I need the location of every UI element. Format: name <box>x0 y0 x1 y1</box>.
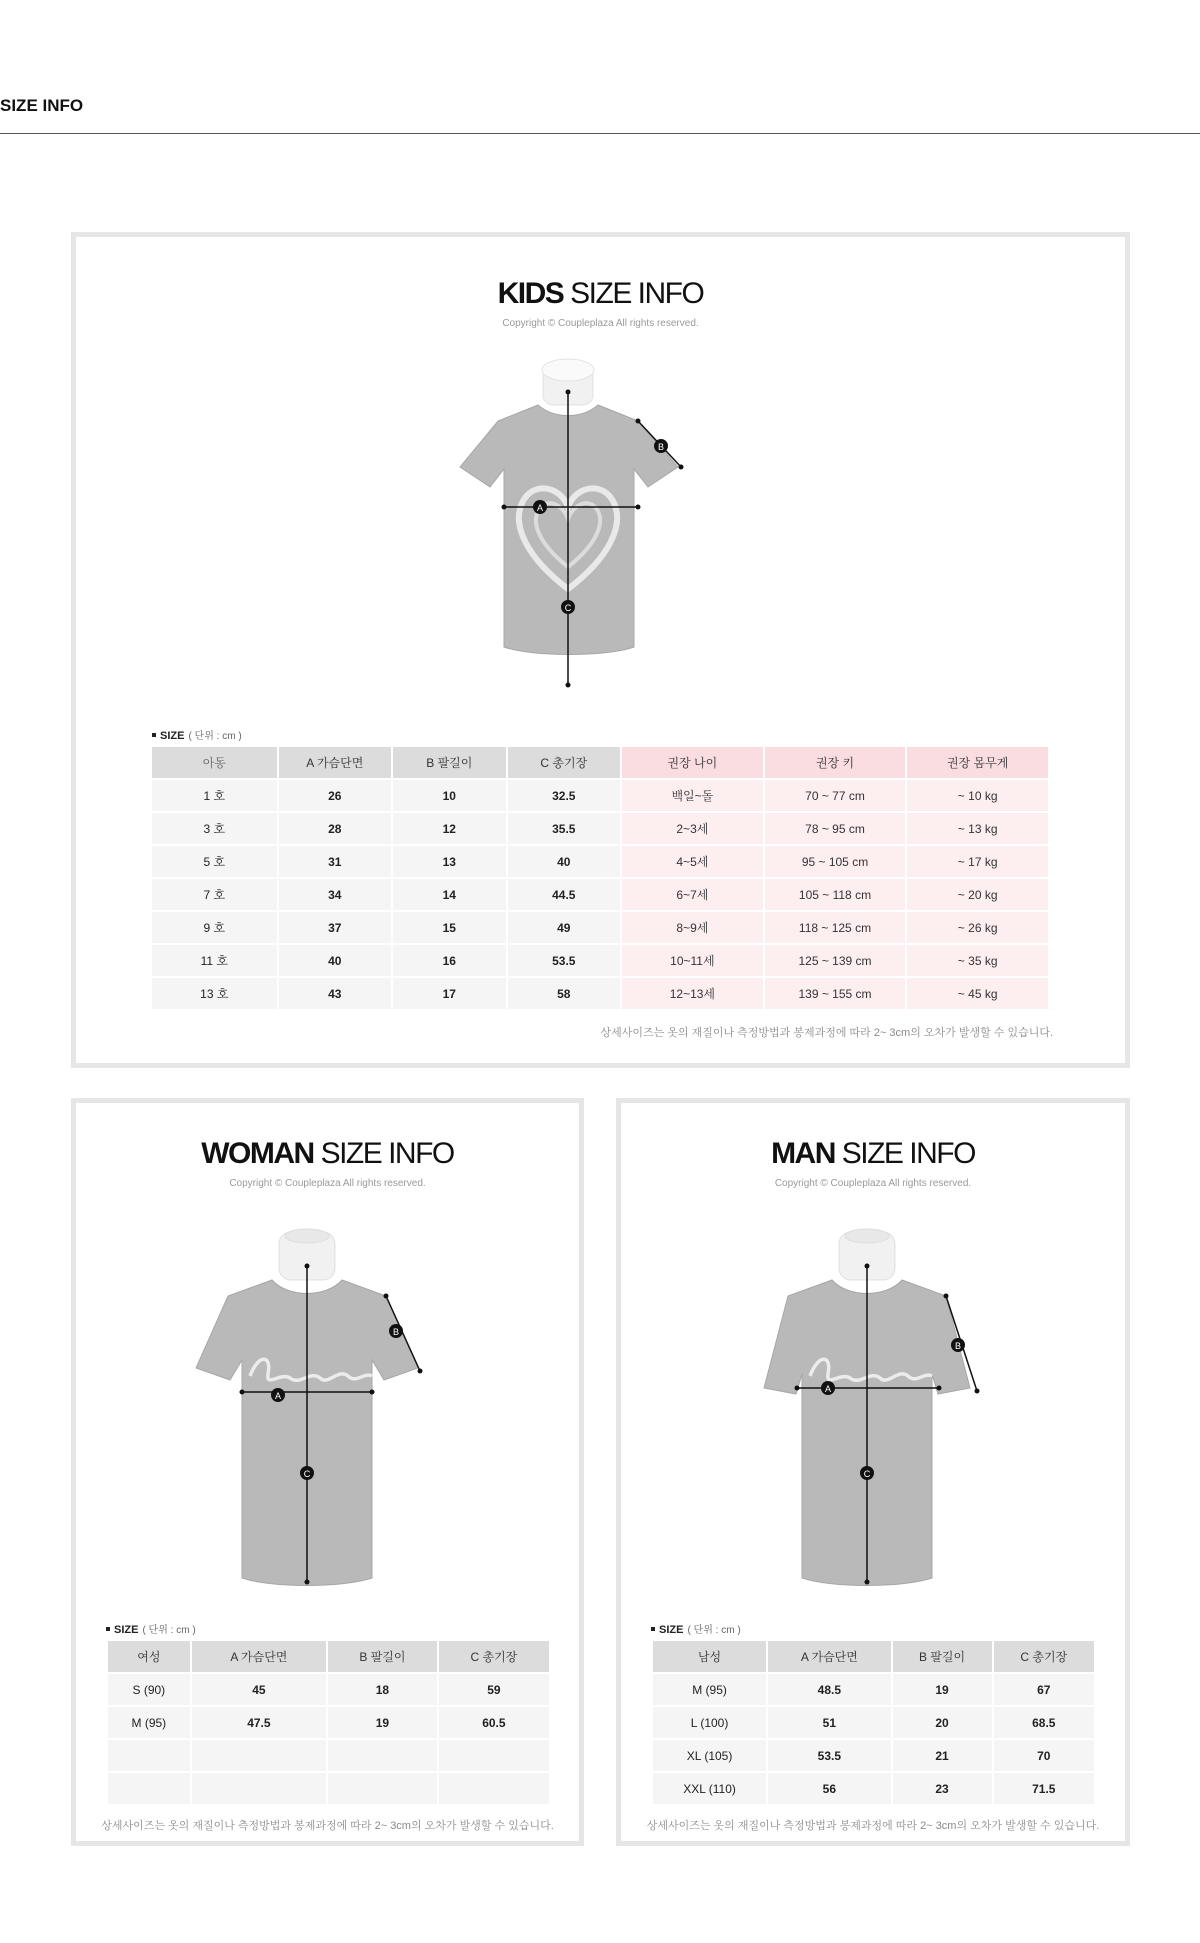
length-line-end <box>566 683 571 688</box>
svg-text:C: C <box>564 603 572 613</box>
man-title-light: SIZE INFO <box>841 1137 975 1170</box>
table-cell: 53.5 <box>768 1740 890 1771</box>
table-cell <box>328 1740 437 1771</box>
woman-tshirt-diagram <box>176 1228 476 1608</box>
table-cell: 21 <box>893 1740 992 1771</box>
table-row <box>653 1773 1094 1804</box>
kids-tshirt <box>460 405 678 655</box>
table-row <box>108 1773 549 1804</box>
man-size-label: SIZE ( 단위 : cm ) <box>651 1621 741 1636</box>
table-cell <box>328 1773 437 1804</box>
table-cell: 15 <box>393 912 506 943</box>
svg-text:B: B <box>392 1327 400 1337</box>
kids-tshirt-figure <box>456 357 756 702</box>
marker-a <box>533 500 547 514</box>
man-title-bold: MAN <box>771 1137 835 1170</box>
kids-size-panel <box>71 232 1130 1068</box>
table-cell: 47.5 <box>192 1707 326 1738</box>
length-line-start <box>305 1264 310 1269</box>
table-row <box>653 1740 1094 1771</box>
table-cell: 59 <box>439 1674 549 1705</box>
table-header-row <box>108 1641 549 1672</box>
sleeve-line-start <box>944 1294 949 1299</box>
svg-text:B: B <box>954 1341 962 1351</box>
table-cell: 28 <box>279 813 392 844</box>
kids-copyright: Copyright © Coupleplaza All rights reserved. <box>502 318 699 329</box>
length-line-start <box>865 1264 870 1269</box>
chest-line-end <box>937 1386 942 1391</box>
table-header: 권장 키 <box>765 747 906 778</box>
woman-title-light: SIZE INFO <box>320 1137 454 1170</box>
chest-line-end <box>370 1390 375 1395</box>
table-row <box>152 945 1048 976</box>
table-cell: 78 ~ 95 cm <box>765 813 906 844</box>
sleeve-line-end <box>975 1389 980 1394</box>
sleeve-line-end <box>679 465 684 470</box>
table-cell: 11 호 <box>152 945 277 976</box>
woman-title <box>76 1137 579 1171</box>
man-tshirt-diagram <box>736 1228 1036 1608</box>
table-row <box>152 912 1048 943</box>
table-cell: 34 <box>279 879 392 910</box>
table-header: 아동 <box>152 747 277 778</box>
table-cell: ~ 45 kg <box>907 978 1048 1009</box>
man-size-table <box>651 1639 1096 1806</box>
table-row <box>108 1740 549 1771</box>
marker-a <box>271 1388 285 1402</box>
kids-title <box>76 277 1125 311</box>
table-header: A 가슴단면 <box>192 1641 326 1672</box>
table-cell: 12~13세 <box>622 978 763 1009</box>
bullet-icon <box>152 733 156 737</box>
table-cell: 56 <box>768 1773 890 1804</box>
table-cell: ~ 35 kg <box>907 945 1048 976</box>
marker-c <box>561 600 575 614</box>
table-cell <box>439 1740 549 1771</box>
table-cell: 58 <box>508 978 621 1009</box>
table-cell: 48.5 <box>768 1674 890 1705</box>
woman-tshirt-figure <box>176 1228 476 1608</box>
marker-b <box>951 1338 965 1352</box>
table-cell: 3 호 <box>152 813 277 844</box>
svg-text:A: A <box>824 1384 832 1394</box>
table-row <box>152 879 1048 910</box>
length-line-end <box>305 1580 310 1585</box>
table-cell: 16 <box>393 945 506 976</box>
table-cell: M (95) <box>653 1674 766 1705</box>
table-cell: 6~7세 <box>622 879 763 910</box>
table-cell: XXL (110) <box>653 1773 766 1804</box>
table-row <box>152 780 1048 811</box>
table-cell: 49 <box>508 912 621 943</box>
table-cell: 1 호 <box>152 780 277 811</box>
table-cell: 10 <box>393 780 506 811</box>
marker-a <box>821 1381 835 1395</box>
mannequin-top <box>285 1229 329 1243</box>
table-header: 권장 몸무게 <box>907 747 1048 778</box>
table-cell: 40 <box>508 846 621 877</box>
table-row <box>108 1707 549 1738</box>
table-cell: 71.5 <box>994 1773 1094 1804</box>
table-header: B 팔길이 <box>393 747 506 778</box>
table-cell: 51 <box>768 1707 890 1738</box>
kids-size-table <box>150 745 1050 1011</box>
table-cell: 26 <box>279 780 392 811</box>
table-cell: 68.5 <box>994 1707 1094 1738</box>
man-copyright: Copyright © Coupleplaza All rights reserved. <box>774 1178 972 1189</box>
table-cell: 37 <box>279 912 392 943</box>
table-cell: 백일~돌 <box>622 780 763 811</box>
mannequin-top <box>542 359 594 381</box>
chest-line-end <box>636 505 641 510</box>
table-header: C 총기장 <box>994 1641 1094 1672</box>
table-cell: 14 <box>393 879 506 910</box>
table-cell: 32.5 <box>508 780 621 811</box>
table-cell: 60.5 <box>439 1707 549 1738</box>
table-cell: 53.5 <box>508 945 621 976</box>
table-cell: 35.5 <box>508 813 621 844</box>
woman-title-bold: WOMAN <box>201 1137 314 1170</box>
table-header-row <box>653 1641 1094 1672</box>
table-row <box>108 1674 549 1705</box>
table-header: A 가슴단면 <box>279 747 392 778</box>
mannequin-top <box>845 1229 889 1243</box>
length-line-start <box>566 390 571 395</box>
table-cell: 125 ~ 139 cm <box>765 945 906 976</box>
man-title <box>621 1137 1125 1171</box>
table-cell: 31 <box>279 846 392 877</box>
table-cell: 45 <box>192 1674 326 1705</box>
table-cell: 43 <box>279 978 392 1009</box>
table-cell: 10~11세 <box>622 945 763 976</box>
table-header: 여성 <box>108 1641 190 1672</box>
svg-text:C: C <box>863 1469 871 1479</box>
table-cell: ~ 10 kg <box>907 780 1048 811</box>
kids-tshirt-diagram <box>456 357 756 702</box>
sleeve-line-start <box>384 1294 389 1299</box>
chest-line-start <box>795 1386 800 1391</box>
bullet-icon <box>106 1627 110 1631</box>
chest-line-start <box>502 505 507 510</box>
table-header-row <box>152 747 1048 778</box>
table-cell: 139 ~ 155 cm <box>765 978 906 1009</box>
svg-text:A: A <box>274 1391 282 1401</box>
table-cell: 13 <box>393 846 506 877</box>
table-row <box>653 1707 1094 1738</box>
man-tshirt-figure <box>736 1228 1036 1608</box>
table-cell: 23 <box>893 1773 992 1804</box>
table-header: 권장 나이 <box>622 747 763 778</box>
svg-text:B: B <box>657 442 665 452</box>
marker-c <box>300 1466 314 1480</box>
marker-c <box>860 1466 874 1480</box>
table-header: B 팔길이 <box>893 1641 992 1672</box>
table-cell: 8~9세 <box>622 912 763 943</box>
table-cell <box>108 1773 190 1804</box>
table-cell <box>439 1773 549 1804</box>
table-row <box>152 978 1048 1009</box>
sleeve-line-start <box>636 419 641 424</box>
table-header: B 팔길이 <box>328 1641 437 1672</box>
woman-size-label: SIZE ( 단위 : cm ) <box>106 1621 196 1636</box>
table-cell: 5 호 <box>152 846 277 877</box>
table-cell <box>192 1740 326 1771</box>
kids-title-bold: KIDS <box>497 277 564 310</box>
table-cell: L (100) <box>653 1707 766 1738</box>
bullet-icon <box>651 1627 655 1631</box>
table-cell: 19 <box>893 1674 992 1705</box>
table-cell: XL (105) <box>653 1740 766 1771</box>
svg-text:C: C <box>303 1469 311 1479</box>
table-cell: 12 <box>393 813 506 844</box>
page-title: SIZE INFO <box>0 96 84 115</box>
marker-b <box>389 1324 403 1338</box>
length-line-end <box>865 1580 870 1585</box>
table-cell: ~ 13 kg <box>907 813 1048 844</box>
page-header <box>0 88 1200 134</box>
woman-size-note: 상세사이즈는 옷의 재질이나 측정방법과 봉제과정에 따라 2~ 3cm의 오차가 발생할 수 있습니다. <box>101 1820 554 1832</box>
table-cell: 44.5 <box>508 879 621 910</box>
man-size-panel <box>616 1098 1130 1846</box>
table-cell: ~ 20 kg <box>907 879 1048 910</box>
table-cell: 118 ~ 125 cm <box>765 912 906 943</box>
woman-copyright: Copyright © Coupleplaza All rights reserved. <box>229 1178 426 1189</box>
table-cell: 4~5세 <box>622 846 763 877</box>
chest-line-start <box>240 1390 245 1395</box>
table-cell: 40 <box>279 945 392 976</box>
table-cell: S (90) <box>108 1674 190 1705</box>
svg-text:A: A <box>536 503 544 513</box>
kids-size-label: SIZE ( 단위 : cm ) <box>152 727 242 742</box>
table-cell: 70 ~ 77 cm <box>765 780 906 811</box>
table-cell: 7 호 <box>152 879 277 910</box>
table-cell: 17 <box>393 978 506 1009</box>
table-cell: 13 호 <box>152 978 277 1009</box>
table-cell: 2~3세 <box>622 813 763 844</box>
kids-title-light: SIZE INFO <box>570 277 704 310</box>
table-header: 남성 <box>653 1641 766 1672</box>
marker-b <box>654 439 668 453</box>
table-header: C 총기장 <box>439 1641 549 1672</box>
sleeve-line-end <box>418 1369 423 1374</box>
table-row <box>152 813 1048 844</box>
table-cell: 18 <box>328 1674 437 1705</box>
table-cell: 20 <box>893 1707 992 1738</box>
woman-size-table <box>106 1639 551 1806</box>
table-cell: 70 <box>994 1740 1094 1771</box>
table-cell: ~ 17 kg <box>907 846 1048 877</box>
table-row <box>653 1674 1094 1705</box>
table-cell: 67 <box>994 1674 1094 1705</box>
table-cell <box>192 1773 326 1804</box>
table-cell <box>108 1740 190 1771</box>
table-header: C 총기장 <box>508 747 621 778</box>
table-header: A 가슴단면 <box>768 1641 890 1672</box>
kids-size-note: 상세사이즈는 옷의 재질이나 측정방법과 봉제과정에 따라 2~ 3cm의 오차가 발생할 수 있습니다. <box>600 1027 1053 1039</box>
table-cell: 105 ~ 118 cm <box>765 879 906 910</box>
table-cell: 19 <box>328 1707 437 1738</box>
table-cell: ~ 26 kg <box>907 912 1048 943</box>
table-cell: 95 ~ 105 cm <box>765 846 906 877</box>
woman-size-panel <box>71 1098 584 1846</box>
table-cell: 9 호 <box>152 912 277 943</box>
table-cell: M (95) <box>108 1707 190 1738</box>
table-row <box>152 846 1048 877</box>
man-size-note: 상세사이즈는 옷의 재질이나 측정방법과 봉제과정에 따라 2~ 3cm의 오차가 발생할 수 있습니다. <box>646 1820 1100 1832</box>
